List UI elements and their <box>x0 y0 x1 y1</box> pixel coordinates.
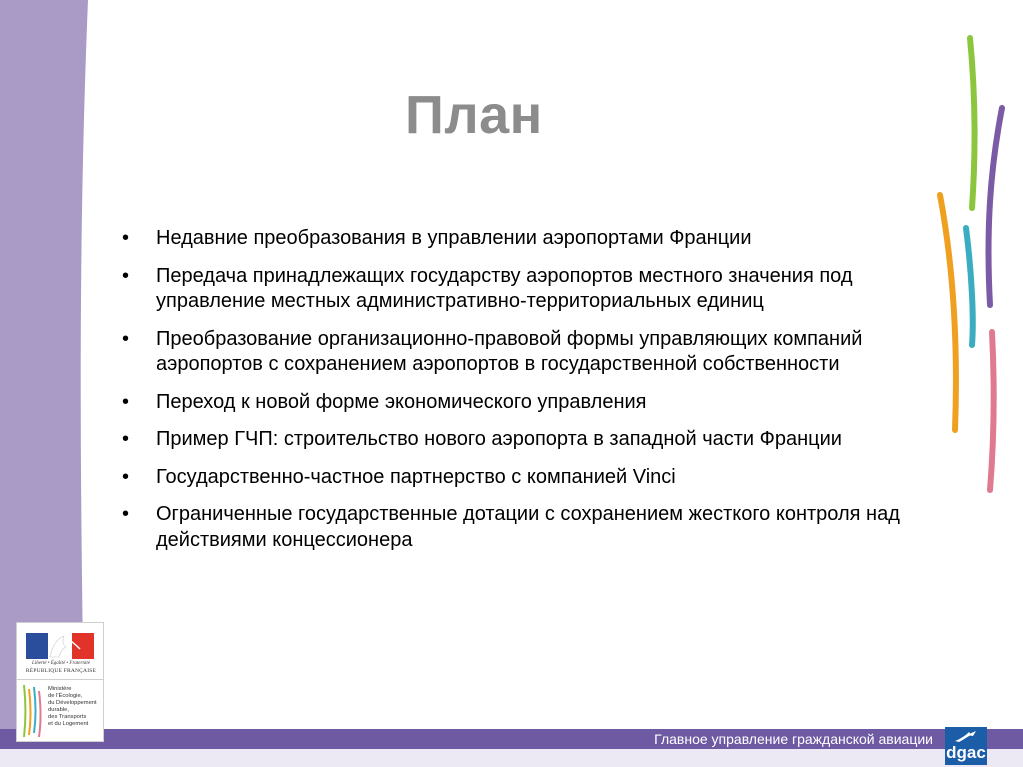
bullet-item <box>122 427 922 453</box>
footer-strip <box>0 749 1023 767</box>
dgac-brand-text: dgac <box>946 743 986 762</box>
bullet-text: Недавние преобразования в управлении аэропортами Франции <box>156 227 752 249</box>
plane-bird-icon <box>954 730 978 744</box>
ministry-line: de l'Écologie, <box>48 693 83 699</box>
marianne-flag-icon <box>26 633 94 659</box>
ministry-line: du Développement <box>48 700 97 706</box>
ministry-name <box>48 686 102 728</box>
ministry-stripes-icon <box>21 685 43 737</box>
dgac-logo <box>945 727 987 765</box>
ministry-line: des Transports <box>48 714 87 720</box>
colored-lines-decoration <box>920 30 1023 500</box>
bullet-text: Передача принадлежащих государству аэропортов местного значения под управление местных административно-территориальных единиц <box>156 264 853 312</box>
bullet-glyph: • <box>122 227 130 249</box>
bullet-item <box>122 264 922 315</box>
bullet-text: Пример ГЧП: строительство нового аэропорта в западной части Франции <box>156 428 842 450</box>
bullet-text: Государственно-частное партнерство с компанией Vinci <box>156 465 676 488</box>
logo-divider <box>17 679 103 680</box>
bullet-text: Переход к новой форме экономического управления <box>156 390 647 413</box>
footer-text: Главное управление гражданской авиации <box>654 731 933 747</box>
slide-title: План <box>405 85 543 145</box>
bullet-text: Ограниченные государственные дотации с сохранением жесткого контроля над действиями концессионера <box>156 503 900 551</box>
bullet-glyph: • <box>122 465 130 488</box>
bullet-text: Преобразование организационно-правовой формы управляющих компаний аэропортов с сохранением аэропортов в государственной собственности <box>156 327 863 375</box>
bullet-glyph: • <box>122 264 130 287</box>
bullet-item <box>122 465 922 491</box>
bullet-item <box>122 390 922 416</box>
footer-bar <box>0 729 1023 749</box>
bullet-glyph: • <box>122 390 130 413</box>
ministry-logo <box>16 622 104 742</box>
bullet-glyph: • <box>122 503 130 525</box>
bullet-glyph: • <box>122 327 130 350</box>
bullet-item <box>122 502 922 553</box>
republic-name: RÉPUBLIQUE FRANÇAISE <box>25 668 97 674</box>
ministry-line: durable, <box>48 707 69 713</box>
bullet-item <box>122 327 922 378</box>
ministry-line: et du Logement <box>48 721 89 727</box>
bullet-glyph: • <box>122 428 130 450</box>
republic-motto: Liberté • Égalité • Fraternité <box>32 661 90 666</box>
bullet-item <box>122 226 922 252</box>
bullet-list <box>122 226 922 565</box>
ministry-line: Ministère <box>48 686 72 692</box>
